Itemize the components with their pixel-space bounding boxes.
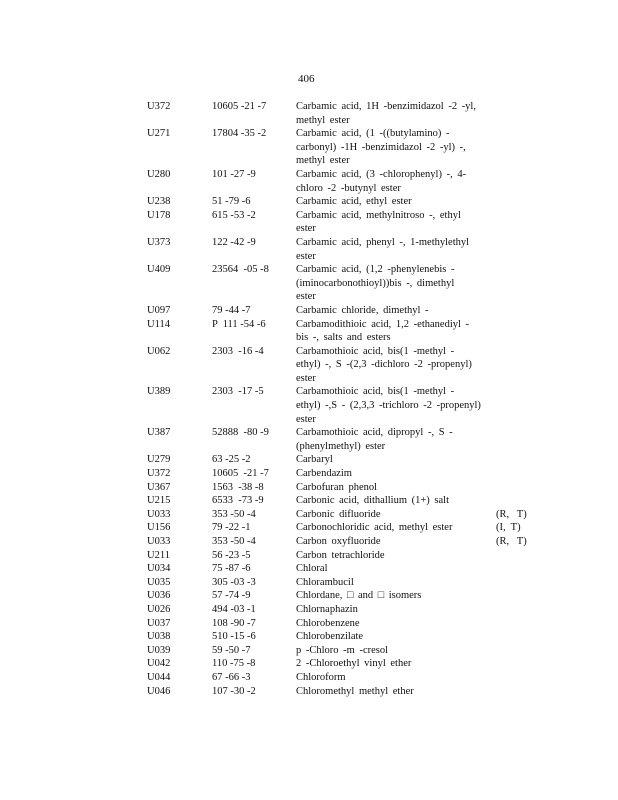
page-number: 406	[298, 73, 315, 85]
cas-number: 51 -79 -6	[212, 196, 251, 208]
table-row	[147, 168, 547, 195]
waste-code: U037	[147, 617, 171, 629]
cas-number: 23564 -05 -8	[212, 264, 269, 276]
waste-code: U042	[147, 658, 171, 670]
chemical-name-line: Carbofuran phenol	[296, 481, 378, 493]
waste-code: U367	[147, 481, 171, 493]
chemical-name	[296, 168, 486, 195]
cas-number: 1563 -38 -8	[212, 481, 264, 493]
cas-number: 57 -74 -9	[212, 590, 251, 602]
chemical-name	[296, 535, 486, 549]
cas-number: 101 -27 -9	[212, 168, 256, 180]
chemical-name	[296, 617, 486, 631]
chemical-name	[296, 589, 486, 603]
chemical-name-line: ester	[296, 223, 316, 235]
chemical-name-line: bis -, salts and esters	[296, 332, 391, 344]
cas-number: 353 -50 -4	[212, 536, 256, 547]
waste-code: U062	[147, 345, 171, 357]
chemical-name	[296, 549, 486, 563]
chemical-name	[296, 263, 486, 304]
chemical-name-line: Carbamothioic acid, bis(1 -methyl -	[296, 386, 455, 398]
chemical-name	[296, 209, 486, 236]
chemical-name-line: Carbamic acid, ethyl ester	[296, 196, 412, 208]
table-row	[147, 209, 547, 236]
waste-code: U026	[147, 603, 171, 615]
chemical-name-line: Carbendazim	[296, 468, 352, 480]
cas-number: 2303 -17 -5	[212, 386, 264, 398]
waste-code: U178	[147, 209, 171, 221]
table-row	[147, 671, 547, 685]
chemical-name-line: Carbon tetrachloride	[296, 549, 385, 561]
chemical-name	[296, 127, 486, 168]
chemical-name	[296, 685, 486, 699]
chemical-name-line: ester	[296, 372, 316, 384]
cas-number: 122 -42 -9	[212, 236, 256, 248]
chemical-name-line: Chloroform	[296, 671, 346, 683]
table-row	[147, 576, 547, 590]
waste-code: U372	[147, 101, 171, 112]
table-row	[147, 589, 547, 603]
waste-code: U280	[147, 168, 171, 180]
waste-code-table	[147, 100, 547, 698]
cas-number: 108 -90 -7	[212, 617, 256, 629]
cas-number: 75 -87 -6	[212, 563, 251, 575]
chemical-name	[296, 195, 486, 209]
table-row	[147, 494, 547, 508]
waste-code: U271	[147, 128, 171, 140]
waste-code: U211	[147, 549, 170, 561]
waste-code: U215	[147, 495, 171, 507]
chemical-name-line: Chlorambucil	[296, 576, 354, 588]
chemical-name	[296, 453, 486, 467]
cas-number: 10605 -21 -7	[212, 101, 267, 112]
chemical-name-line: Chloromethyl methyl ether	[296, 685, 414, 697]
hazard-code: (I, T)	[496, 522, 521, 534]
table-row	[147, 236, 547, 263]
table-row	[147, 603, 547, 617]
chemical-name-line: ester	[296, 413, 316, 425]
table-row	[147, 562, 547, 576]
cas-number: 56 -23 -5	[212, 549, 251, 561]
cas-number: 110 -75 -8	[212, 658, 256, 670]
waste-code: U387	[147, 427, 171, 439]
chemical-name	[296, 521, 486, 535]
chemical-name	[296, 318, 486, 345]
cas-number: 305 -03 -3	[212, 576, 256, 588]
table-row	[147, 195, 547, 209]
chemical-name	[296, 562, 486, 576]
chemical-name-line: Carbamic acid, 1H -benzimidazol -2 -yl,	[296, 101, 476, 112]
chemical-name	[296, 426, 486, 453]
table-row	[147, 481, 547, 495]
cas-number: 52888 -80 -9	[212, 427, 269, 439]
waste-code: U039	[147, 644, 171, 656]
hazard-code: (R, T)	[496, 508, 527, 520]
waste-code: U036	[147, 590, 171, 602]
table-row	[147, 426, 547, 453]
chemical-name	[296, 657, 486, 671]
waste-code: U033	[147, 536, 171, 547]
cas-number: 2303 -16 -4	[212, 345, 264, 357]
chemical-name-line: Carbonochloridic acid, methyl ester	[296, 522, 453, 534]
table-row	[147, 630, 547, 644]
cas-number: 6533 -73 -9	[212, 495, 264, 507]
cas-number: 63 -25 -2	[212, 454, 251, 466]
cas-number: 510 -15 -6	[212, 631, 256, 643]
table-row	[147, 127, 547, 168]
cas-number: P 111 -54 -6	[212, 318, 266, 330]
chemical-name	[296, 467, 486, 481]
table-row	[147, 685, 547, 699]
chemical-name-line: (iminocarbonothioyl))bis -, dimethyl	[296, 277, 455, 289]
chemical-name	[296, 345, 486, 386]
table-row	[147, 304, 547, 318]
chemical-name-line: Carbaryl	[296, 454, 333, 466]
table-row	[147, 345, 547, 386]
table-row	[147, 263, 547, 304]
chemical-name-line: Carbamic chloride, dimethyl -	[296, 304, 429, 316]
chemical-name-line: Carbonic acid, dithallium (1+) salt	[296, 495, 450, 507]
chemical-name	[296, 481, 486, 495]
chemical-name	[296, 576, 486, 590]
chemical-name-line: Carbamodithioic acid, 1,2 -ethanediyl -	[296, 318, 470, 330]
chemical-name	[296, 644, 486, 658]
waste-code: U409	[147, 264, 171, 276]
chemical-name-line: Chlorobenzene	[296, 617, 360, 629]
chemical-name	[296, 385, 486, 426]
chemical-name	[296, 236, 486, 263]
table-row	[147, 617, 547, 631]
chemical-name-line: ester	[296, 291, 316, 303]
waste-code: U156	[147, 522, 171, 534]
chemical-name-line: Carbamic acid, methylnitroso -, ethyl	[296, 209, 461, 221]
cas-number: 615 -53 -2	[212, 209, 256, 221]
waste-code: U044	[147, 671, 171, 683]
hazard-code: (R, T)	[496, 536, 527, 547]
waste-code: U097	[147, 304, 171, 316]
chemical-name-line: ethyl) -, S -(2,3 -dichloro -2 -propenyl)	[296, 359, 472, 371]
table-row	[147, 100, 547, 127]
table-row	[147, 508, 547, 522]
chemical-name-line: ethyl) -,S - (2,3,3 -trichloro -2 -propenyl)	[296, 400, 481, 412]
table-row	[147, 549, 547, 563]
chemical-name-line: Chlordane, □ and □ isomers	[296, 590, 422, 602]
chemical-name-line: Carbamic acid, (3 -chlorophenyl) -, 4-	[296, 168, 467, 180]
waste-code: U279	[147, 454, 171, 466]
table-row	[147, 453, 547, 467]
chemical-name	[296, 100, 486, 127]
chemical-name-line: Carbamic acid, (1,2 -phenylenebis -	[296, 264, 455, 276]
chemical-name-line: Carbamic acid, (1 -((butylamino) -	[296, 128, 450, 140]
waste-code: U373	[147, 236, 171, 248]
cas-number: 59 -50 -7	[212, 644, 251, 656]
chemical-name	[296, 603, 486, 617]
waste-code: U114	[147, 318, 170, 330]
chemical-name-line: Carbamic acid, phenyl -, 1-methylethyl	[296, 236, 470, 248]
cas-number: 79 -44 -7	[212, 304, 251, 316]
waste-code: U238	[147, 196, 171, 208]
cas-number: 353 -50 -4	[212, 508, 256, 520]
chemical-name-line: Chlorobenzilate	[296, 631, 364, 643]
chemical-name-line: p -Chloro -m -cresol	[296, 644, 389, 656]
waste-code: U389	[147, 386, 171, 398]
table-row	[147, 521, 547, 535]
chemical-name	[296, 630, 486, 644]
chemical-name-line: Chlornaphazin	[296, 603, 358, 615]
table-row	[147, 318, 547, 345]
chemical-name-line: ester	[296, 250, 316, 262]
chemical-name	[296, 508, 486, 522]
chemical-name	[296, 671, 486, 685]
waste-code: U046	[147, 685, 171, 697]
table-row	[147, 535, 547, 549]
cas-number: 107 -30 -2	[212, 685, 256, 697]
chemical-name-line: (phenylmethyl) ester	[296, 440, 386, 452]
table-row	[147, 385, 547, 426]
chemical-name-line: Carbonic difluoride	[296, 508, 381, 520]
cas-number: 79 -22 -1	[212, 522, 251, 534]
cas-number: 17804 -35 -2	[212, 128, 267, 140]
waste-code: U372	[147, 468, 171, 480]
cas-number: 10605 -21 -7	[212, 468, 269, 480]
waste-code: U033	[147, 508, 171, 520]
waste-code: U034	[147, 563, 171, 575]
chemical-name	[296, 494, 486, 508]
cas-number: 67 -66 -3	[212, 671, 251, 683]
chemical-name-line: methyl ester	[296, 155, 350, 167]
cas-number: 494 -03 -1	[212, 603, 256, 615]
table-row	[147, 657, 547, 671]
table-row	[147, 644, 547, 658]
table-row	[147, 467, 547, 481]
chemical-name-line: Carbon oxyfluoride	[296, 536, 381, 547]
chemical-name-line: Carbamothioic acid, bis(1 -methyl -	[296, 345, 455, 357]
chemical-name-line: Carbamothioic acid, dipropyl -, S -	[296, 427, 453, 439]
waste-code: U038	[147, 631, 171, 643]
chemical-name-line: Chloral	[296, 563, 328, 575]
chemical-name-line: methyl ester	[296, 114, 350, 126]
chemical-name-line: carbonyl) -1H -benzimidazol -2 -yl) -,	[296, 141, 466, 153]
chemical-name-line: chloro -2 -butynyl ester	[296, 182, 401, 194]
chemical-name-line: 2 -Chloroethyl vinyl ether	[296, 658, 412, 670]
chemical-name	[296, 304, 486, 318]
waste-code: U035	[147, 576, 171, 588]
